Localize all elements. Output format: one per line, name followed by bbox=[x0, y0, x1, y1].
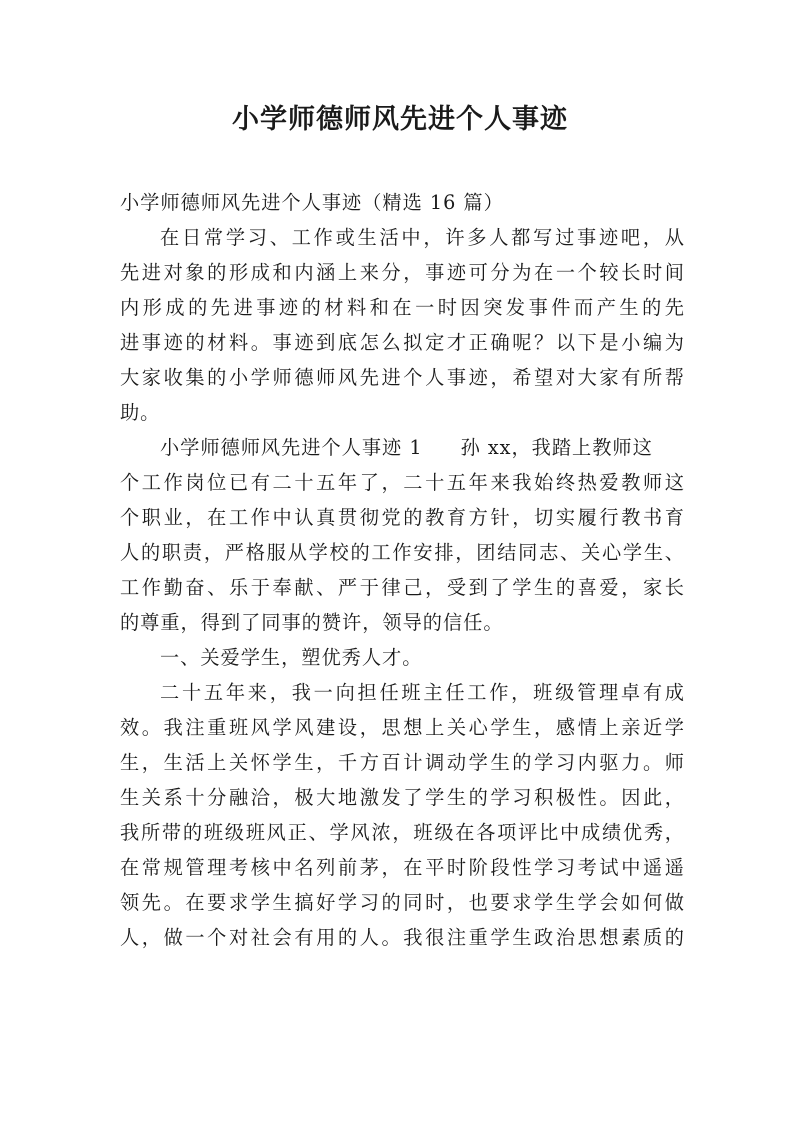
paragraph-line: 我所带的班级班风正、学风浓，班级在各项评比中成绩优秀， bbox=[120, 821, 685, 844]
paragraph-line: 的尊重，得到了同事的赞许，领导的信任。 bbox=[120, 611, 504, 634]
paragraph-line: 个职业，在工作中认真贯彻党的教育方针，切实履行教书育 bbox=[120, 506, 685, 529]
paragraph-line: 先进对象的形成和内涵上来分，事迹可分为在一个较长时间 bbox=[120, 261, 685, 284]
paragraph-line: 在日常学习、工作或生活中，许多人都写过事迹吧，从 bbox=[160, 226, 685, 249]
paragraph-line: 大家收集的小学师德师风先进个人事迹，希望对大家有所帮 bbox=[120, 366, 685, 389]
section-heading-line bbox=[120, 430, 685, 465]
paragraph-line: 人，做一个对社会有用的人。我很注重学生政治思想素质的 bbox=[120, 926, 685, 949]
paragraph-line: 在常规管理考核中名列前茅，在平时阶段性学习考试中遥遥 bbox=[120, 856, 685, 879]
document-body bbox=[120, 185, 685, 955]
paragraph-line: 助。 bbox=[120, 401, 161, 424]
paragraph-line: 内形成的先进事迹的材料和在一时因突发事件而产生的先 bbox=[120, 296, 685, 319]
paragraph-line: 生，生活上关怀学生，千方百计调动学生的学习内驱力。师 bbox=[120, 751, 685, 774]
paragraph-line: 进事迹的材料。事迹到底怎么拟定才正确呢？以下是小编为 bbox=[120, 331, 685, 354]
section-heading: 小学师德师风先进个人事迹 1 bbox=[160, 436, 423, 459]
paragraph-line: 生关系十分融洽，极大地激发了学生的学习积极性。因此， bbox=[120, 786, 685, 809]
paragraph-line: 二十五年来，我一向担任班主任工作，班级管理卓有成 bbox=[160, 681, 685, 704]
paragraph-line: 领先。在要求学生搞好学习的同时，也要求学生学会如何做 bbox=[120, 891, 685, 914]
paragraph-line: 工作勤奋、乐于奉献、严于律己，受到了学生的喜爱，家长 bbox=[120, 576, 685, 599]
subheading-line: 一、关爱学生，塑优秀人才。 bbox=[160, 646, 423, 669]
subtitle-line: 小学师德师风先进个人事迹（精选 16 篇） bbox=[120, 191, 504, 214]
paragraph-line: 人的职责，严格服从学校的工作安排，团结同志、关心学生、 bbox=[120, 541, 685, 564]
document-title: 小学师德师风先进个人事迹 bbox=[232, 104, 568, 135]
paragraph-line: 个工作岗位已有二十五年了，二十五年来我始终热爱教师这 bbox=[120, 471, 685, 494]
paragraph-line: 效。我注重班风学风建设，思想上关心学生，感情上亲近学 bbox=[120, 716, 685, 739]
paragraph-start: 孙 xx，我踏上教师这 bbox=[460, 436, 653, 459]
